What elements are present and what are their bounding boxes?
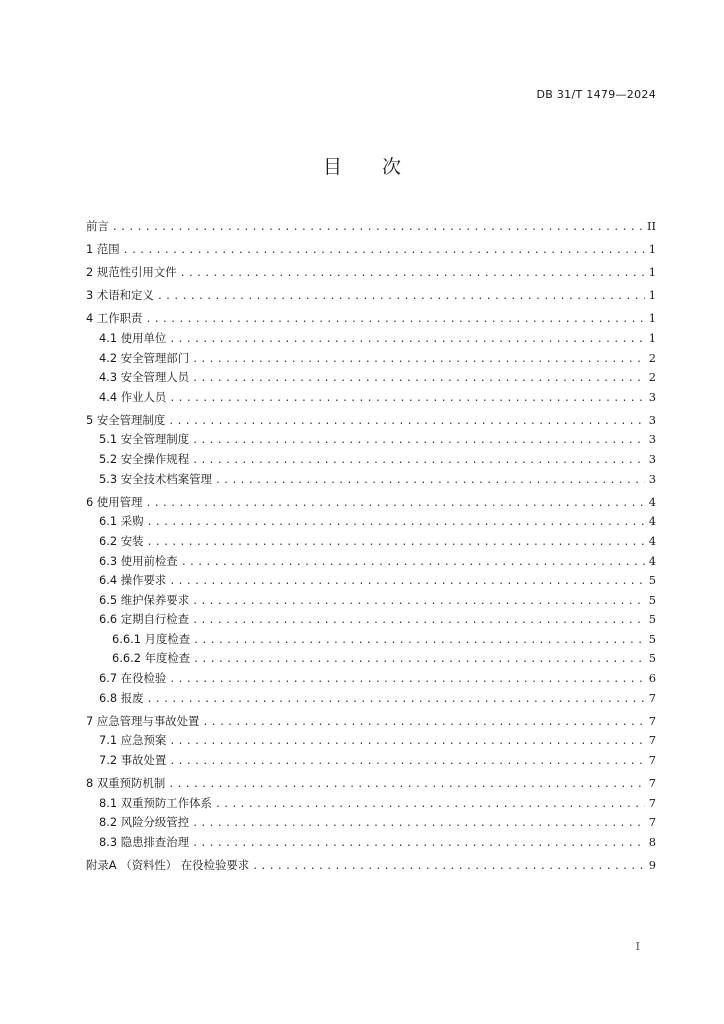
toc-entry-page: 6 xyxy=(648,671,656,686)
toc-entry-label: 6.3 使用前检查 xyxy=(99,553,178,568)
toc-leader-dots xyxy=(169,389,644,409)
toc-entry[interactable] xyxy=(86,263,656,283)
toc-entry-page: 4 xyxy=(648,514,656,529)
toc-entry[interactable] xyxy=(86,470,656,490)
toc-entry-page: 3 xyxy=(648,452,656,467)
toc-entry[interactable] xyxy=(86,669,656,689)
toc-entry[interactable] xyxy=(86,610,656,630)
toc-entry[interactable] xyxy=(86,388,656,408)
toc-leader-dots xyxy=(157,287,645,307)
toc-leader-dots xyxy=(192,611,645,631)
toc-entry-label: 6 使用管理 xyxy=(86,494,143,509)
toc-entry-label: 8.3 隐患排查治理 xyxy=(99,834,190,849)
toc-entry-page: 1 xyxy=(648,288,656,303)
toc-entry[interactable] xyxy=(86,368,656,388)
toc-entry-label: 8.1 双重预防工作体系 xyxy=(99,795,212,810)
page-title: 目次 xyxy=(322,156,441,178)
toc-entry[interactable] xyxy=(86,689,656,709)
toc-entry-page: 5 xyxy=(648,612,656,627)
toc-entry[interactable] xyxy=(86,309,656,329)
toc-entry[interactable] xyxy=(86,591,656,611)
toc-entry[interactable] xyxy=(86,411,656,431)
table-of-contents xyxy=(86,217,656,876)
toc-entry-page: 4 xyxy=(648,553,656,568)
toc-leader-dots xyxy=(145,494,644,514)
toc-entry-label: 5.2 安全操作规程 xyxy=(99,452,190,467)
toc-entry-label: 4 工作职责 xyxy=(86,311,143,326)
toc-leader-dots xyxy=(169,330,644,350)
toc-leader-dots xyxy=(147,513,645,533)
toc-entry-label: 7.2 事故处置 xyxy=(99,752,167,767)
toc-entry-page: II xyxy=(647,219,656,233)
toc-entry-page: 5 xyxy=(648,573,656,588)
toc-entry[interactable] xyxy=(86,217,656,237)
toc-entry-page: 7 xyxy=(648,733,656,748)
toc-leader-dots xyxy=(192,592,645,612)
toc-entry-page: 7 xyxy=(648,795,656,810)
toc-entry[interactable] xyxy=(86,833,656,853)
toc-entry-page: 7 xyxy=(648,752,656,767)
toc-leader-dots xyxy=(202,713,644,733)
toc-entry-page: 5 xyxy=(648,631,656,646)
toc-entry[interactable] xyxy=(86,286,656,306)
toc-leader-dots xyxy=(193,650,645,670)
toc-entry-label: 1 范围 xyxy=(86,242,120,257)
toc-entry[interactable] xyxy=(86,240,656,260)
toc-entry-label: 6.7 在役检验 xyxy=(99,671,167,686)
toc-entry-page: 3 xyxy=(648,389,656,404)
toc-entry-label: 4.4 作业人员 xyxy=(99,389,167,404)
toc-entry-label: 4.3 安全管理人员 xyxy=(99,370,190,385)
toc-leader-dots xyxy=(169,670,644,690)
toc-entry-page: 1 xyxy=(648,311,656,326)
toc-leader-dots xyxy=(192,369,645,389)
toc-entry[interactable] xyxy=(86,813,656,833)
toc-entry-label: 2 规范性引用文件 xyxy=(86,265,177,280)
toc-entry-page: 4 xyxy=(648,533,656,548)
toc-entry-page: 1 xyxy=(648,265,656,280)
toc-leader-dots xyxy=(169,572,644,592)
toc-entry-page: 5 xyxy=(648,592,656,607)
toc-entry[interactable] xyxy=(86,571,656,591)
toc-entry-label: 6.6 定期自行检查 xyxy=(99,612,190,627)
toc-entry[interactable] xyxy=(86,731,656,751)
toc-entry[interactable] xyxy=(86,630,656,650)
toc-entry-label: 6.5 维护保养要求 xyxy=(99,592,190,607)
toc-entry-page: 4 xyxy=(648,494,656,509)
toc-leader-dots xyxy=(193,631,645,651)
toc-entry-label: 5 安全管理制度 xyxy=(86,412,166,427)
toc-entry-page: 5 xyxy=(648,651,656,666)
toc-entry-label: 6.4 操作要求 xyxy=(99,573,167,588)
toc-entry-label: 8 双重预防机制 xyxy=(86,776,166,791)
toc-leader-dots xyxy=(147,690,645,710)
toc-entry-label: 8.2 风险分级管控 xyxy=(99,815,190,830)
toc-entry-page: 3 xyxy=(648,432,656,447)
toc-entry[interactable] xyxy=(86,493,656,513)
toc-entry-label: 6.8 报废 xyxy=(99,690,144,705)
toc-entry-label: 附录A （资料性） 在役检验要求 xyxy=(86,857,250,872)
toc-entry[interactable] xyxy=(86,712,656,732)
toc-entry-label: 3 术语和定义 xyxy=(86,288,154,303)
toc-entry[interactable] xyxy=(86,856,656,876)
toc-entry[interactable] xyxy=(86,329,656,349)
toc-entry[interactable] xyxy=(86,512,656,532)
document-code: DB 31/T 1479—2024 xyxy=(536,88,656,101)
toc-entry-page: 7 xyxy=(648,713,656,728)
toc-leader-dots xyxy=(168,775,645,795)
toc-entry-page: 3 xyxy=(648,471,656,486)
toc-leader-dots xyxy=(192,350,645,370)
toc-entry-label: 5.3 安全技术档案管理 xyxy=(99,471,212,486)
toc-leader-dots xyxy=(252,857,645,877)
toc-entry-page: 1 xyxy=(648,330,656,345)
toc-entry-label: 前言 xyxy=(86,219,109,233)
toc-entry-label: 7 应急管理与事故处置 xyxy=(86,713,200,728)
toc-leader-dots xyxy=(192,451,645,471)
toc-entry-page: 2 xyxy=(648,370,656,385)
toc-leader-dots xyxy=(215,795,645,815)
toc-leader-dots xyxy=(169,732,644,752)
toc-leader-dots xyxy=(192,834,645,854)
toc-leader-dots xyxy=(169,752,644,772)
page-number: I xyxy=(635,940,640,953)
toc-entry-page: 2 xyxy=(648,350,656,365)
toc-entry[interactable] xyxy=(86,450,656,470)
toc-leader-dots xyxy=(192,814,645,834)
toc-entry-page: 3 xyxy=(648,412,656,427)
toc-entry[interactable] xyxy=(86,349,656,369)
toc-leader-dots xyxy=(180,264,645,284)
toc-leader-dots xyxy=(112,218,643,238)
toc-entry-page: 8 xyxy=(648,834,656,849)
toc-entry-page: 1 xyxy=(648,242,656,257)
toc-leader-dots xyxy=(147,533,645,553)
toc-leader-dots xyxy=(192,431,645,451)
toc-entry-label: 7.1 应急预案 xyxy=(99,733,167,748)
toc-entry[interactable] xyxy=(86,430,656,450)
toc-leader-dots xyxy=(145,310,644,330)
toc-entry-label: 6.6.1 月度检查 xyxy=(112,631,191,646)
toc-entry-page: 9 xyxy=(648,857,656,872)
toc-entry[interactable] xyxy=(86,649,656,669)
toc-entry[interactable] xyxy=(86,794,656,814)
toc-entry-page: 7 xyxy=(648,815,656,830)
toc-entry-label: 6.6.2 年度检查 xyxy=(112,651,191,666)
toc-leader-dots xyxy=(215,471,645,491)
toc-entry-label: 5.1 安全管理制度 xyxy=(99,432,190,447)
toc-leader-dots xyxy=(168,412,645,432)
toc-entry-label: 4.1 使用单位 xyxy=(99,330,167,345)
toc-entry[interactable] xyxy=(86,774,656,794)
toc-leader-dots xyxy=(123,241,645,261)
toc-entry-label: 4.2 安全管理部门 xyxy=(99,350,190,365)
toc-entry-page: 7 xyxy=(648,776,656,791)
toc-entry-label: 6.1 采购 xyxy=(99,514,144,529)
toc-entry-label: 6.2 安装 xyxy=(99,533,144,548)
toc-entry[interactable] xyxy=(86,751,656,771)
toc-leader-dots xyxy=(181,553,645,573)
toc-entry-page: 7 xyxy=(648,690,656,705)
toc-entry[interactable] xyxy=(86,552,656,572)
toc-entry[interactable] xyxy=(86,532,656,552)
